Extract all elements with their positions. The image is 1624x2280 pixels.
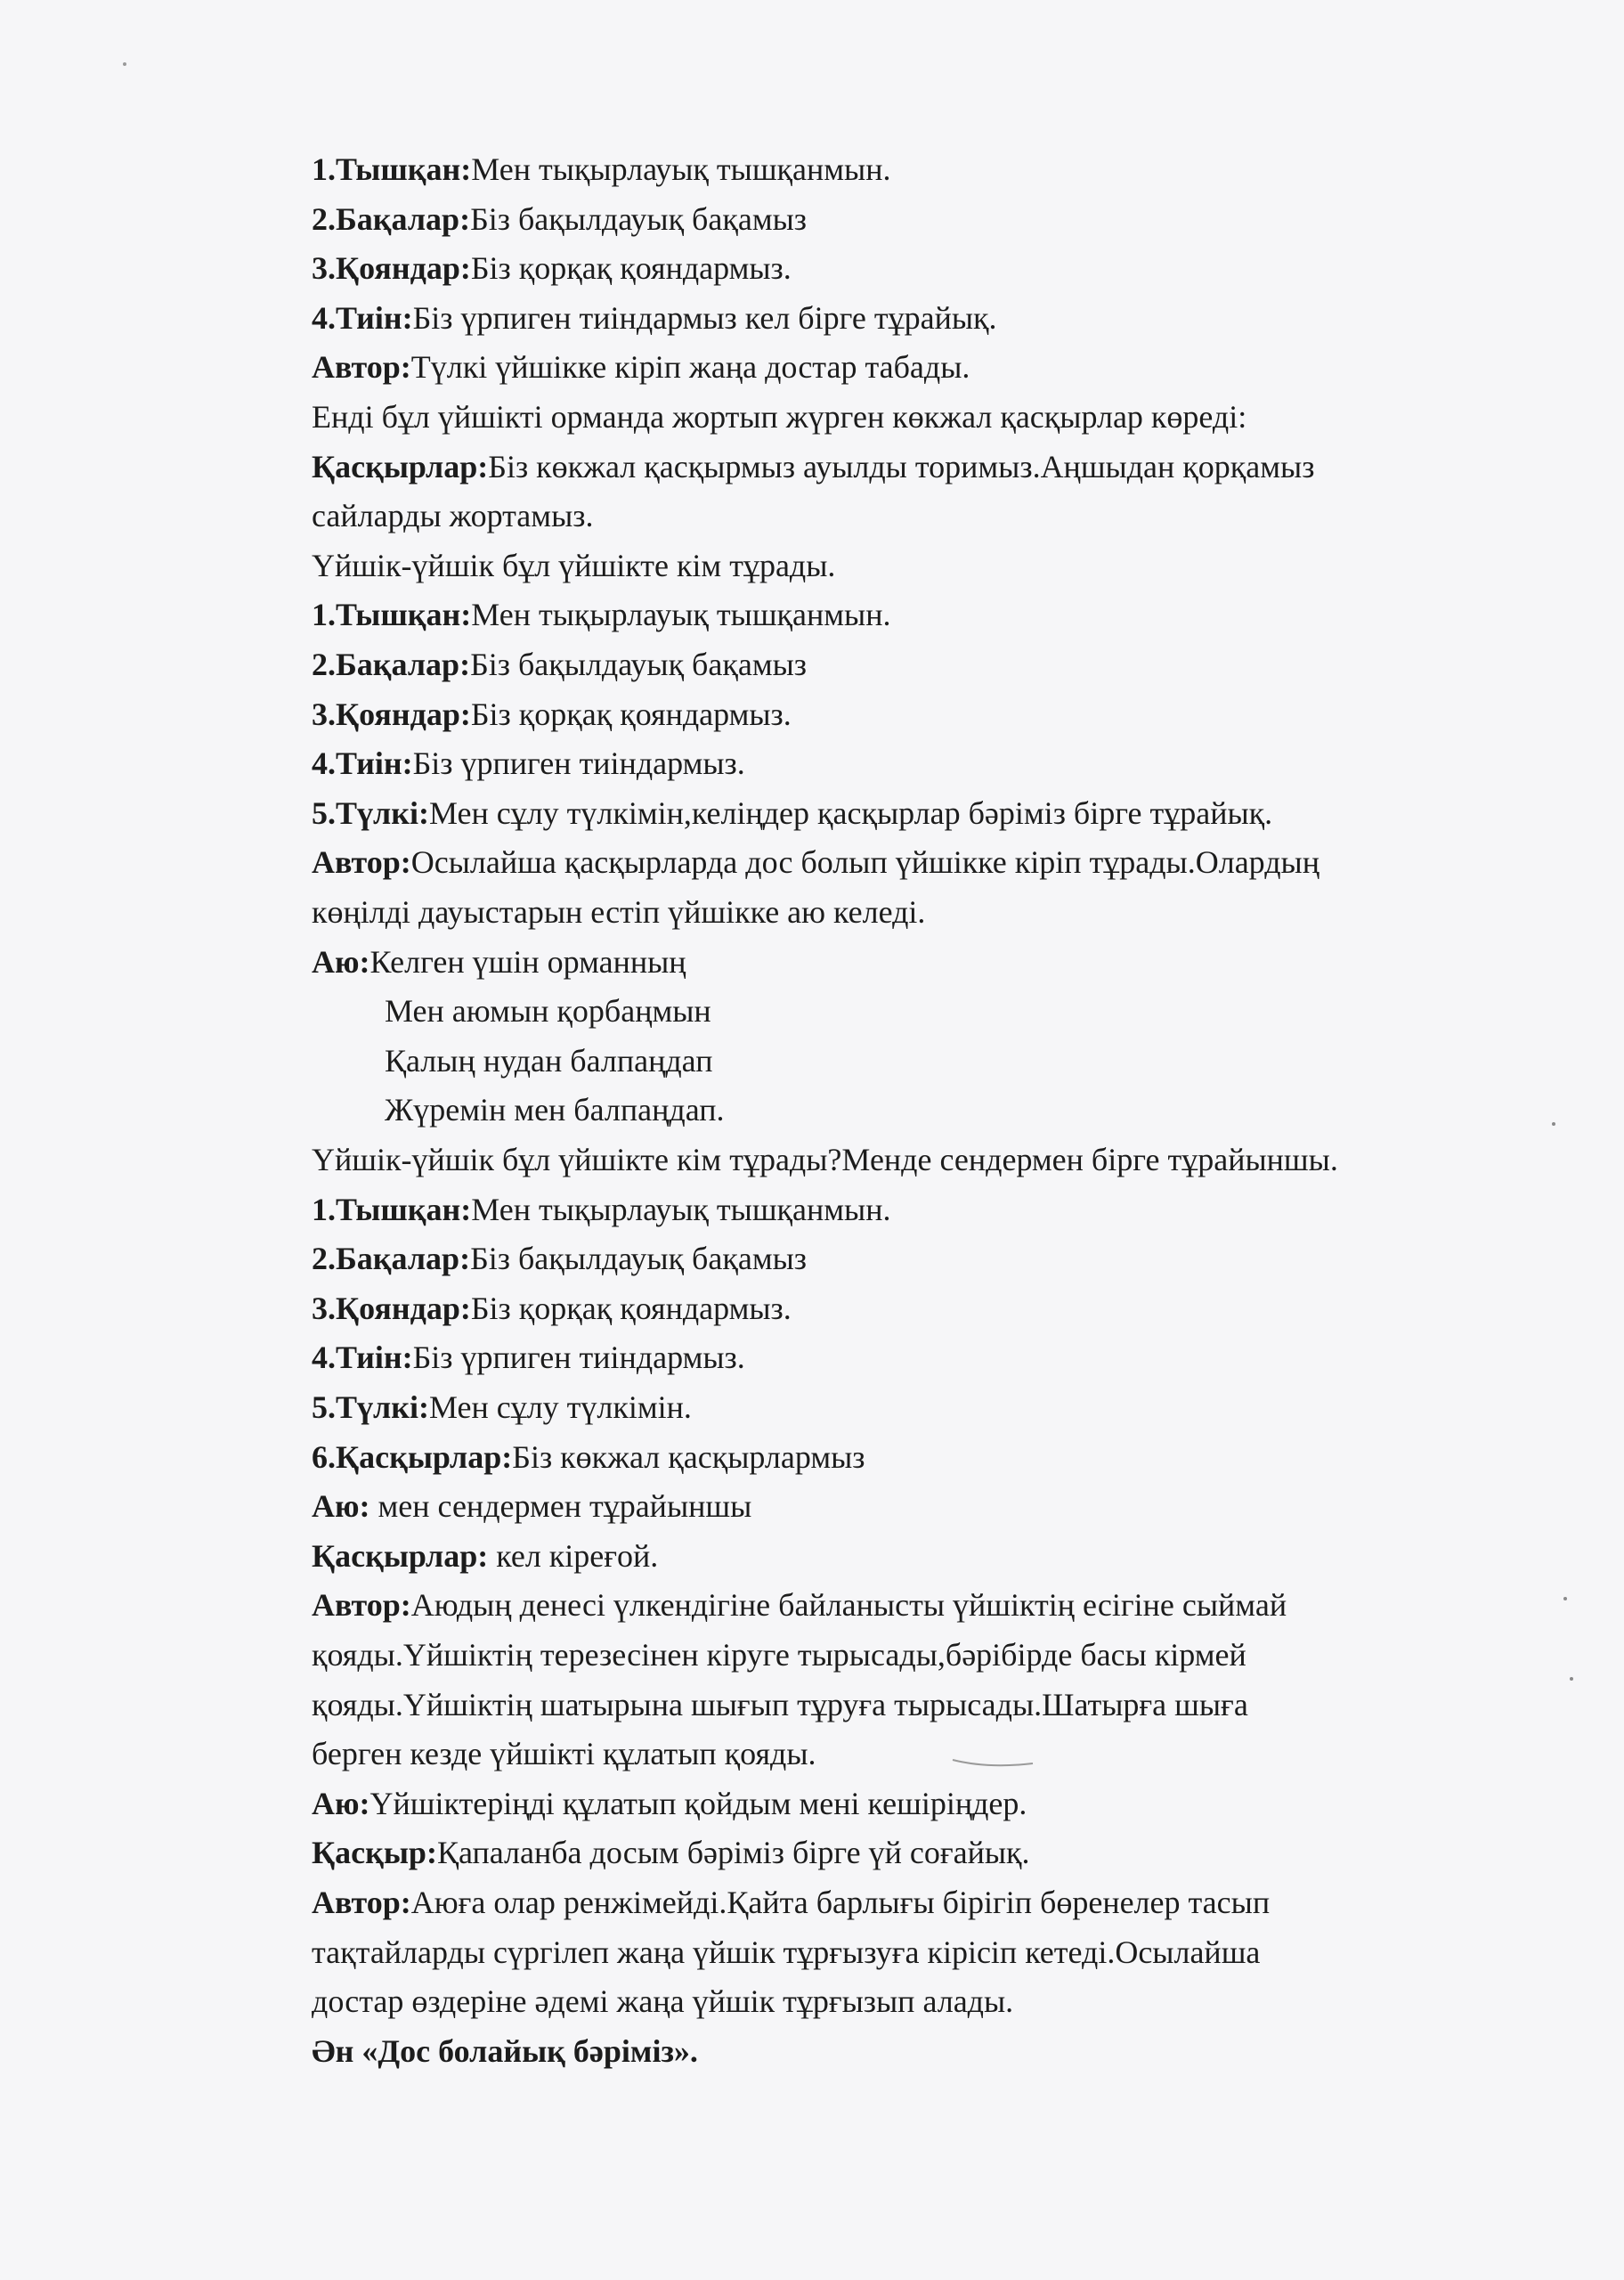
text-line <box>312 1536 658 1576</box>
line-text: мен сендермен тұрайыншы <box>378 1488 752 1525</box>
speaker-label: 2.Бақалар: <box>312 647 471 682</box>
text-line <box>312 1486 751 1526</box>
speaker-label: 4.Тиін: <box>312 745 413 782</box>
line-text: достар өздеріне әдемі жаңа үйшік тұрғызып алады. <box>312 1983 1014 2020</box>
speaker-label: Қасқырлар: <box>312 448 489 484</box>
line-text: көңілді дауыстарын естіп үйшікке аю келеді. <box>312 894 926 930</box>
line-text: Біз қорқақ қояндармыз. <box>470 1290 792 1326</box>
line-text: Біз бақылдауық бақамыз <box>470 1241 808 1277</box>
text-line <box>312 150 891 189</box>
speaker-label: 4.Тиін: <box>312 299 413 336</box>
text-line <box>312 1437 865 1477</box>
text-line <box>385 1041 712 1080</box>
speaker-label: Автор: <box>312 349 411 386</box>
speaker-label: Автор: <box>312 1885 411 1920</box>
scan-speck <box>1570 1677 1573 1681</box>
text-line <box>312 248 792 288</box>
speaker-label: 3.Қояндар: <box>312 696 471 732</box>
line-text: Біз үрпиген тиіндармыз. <box>412 745 745 782</box>
line-text: сайларды жортамыз. <box>312 498 594 534</box>
line-text: Біз қорқақ қояндармыз. <box>470 250 792 287</box>
text-line <box>312 2032 698 2071</box>
text-line <box>312 546 835 585</box>
line-text: Мен сұлу түлкімін. <box>428 1389 692 1425</box>
speaker-label: 1.Тышқан: <box>312 597 472 633</box>
speaker-label: 3.Қояндар: <box>312 1290 471 1326</box>
line-text: Мен тықырлауық тышқанмын. <box>471 597 891 633</box>
line-text: қояды.Үйшіктің терезесінен кіруге тырысады,бәрібірде басы кірмей <box>312 1637 1246 1673</box>
line-text: кел кіреғой. <box>496 1537 659 1574</box>
text-line <box>312 1685 1248 1724</box>
text-line <box>312 1585 1287 1624</box>
line-text: Біз бақылдауық бақамыз <box>470 200 808 237</box>
line-text: Біз көкжал қасқырлармыз <box>512 1438 865 1475</box>
line-text: Үйшік-үйшік бұл үйшікте кім тұрады?Менде сендермен бірге тұрайыншы. <box>312 1142 1338 1177</box>
speaker-label: 6.Қасқырлар: <box>312 1438 513 1475</box>
speaker-label: Ән «Дос болайық бәріміз». <box>312 2032 698 2069</box>
speaker-label: Автор: <box>312 1587 411 1624</box>
text-line <box>312 1635 1246 1674</box>
line-text: тақтайларды сүргілеп жаңа үйшік тұрғызуға кірісіп кетеді.Осылайша <box>312 1934 1261 1970</box>
text-line <box>312 1289 792 1328</box>
text-line <box>312 695 792 734</box>
speaker-label: Аю: <box>312 1488 378 1525</box>
text-line <box>312 1388 692 1427</box>
line-text: қояды.Үйшіктің шатырына шығып тұруға тырысады.Шатырға шыға <box>312 1686 1248 1722</box>
scan-speck <box>1552 1122 1555 1126</box>
line-text: Үйшік-үйшік бұл үйшікте кім тұрады. <box>312 547 836 583</box>
text-line <box>312 1239 807 1278</box>
line-text: Мен сұлу түлкімін,келіңдер қасқырлар бәріміз бірге тұрайық. <box>428 794 1273 831</box>
line-text: Жүремін мен балпаңдап. <box>385 1092 725 1128</box>
text-line <box>312 1734 816 1773</box>
line-text: Біз көкжал қасқырмыз ауылды торимыз.Аңшыдан қорқамыз <box>488 448 1315 484</box>
speaker-label: Автор: <box>312 844 411 881</box>
line-text: Осылайша қасқырларда дос болып үйшікке кіріп тұрады.Олардың <box>410 844 1320 881</box>
text-line <box>312 1338 745 1377</box>
speaker-label: Қасқыр: <box>312 1835 437 1871</box>
speaker-label: 4.Тиін: <box>312 1340 413 1376</box>
line-text: Енді бұл үйшікті орманда жортып жүрген көкжал қасқырлар көреді: <box>312 399 1247 435</box>
line-text: Түлкі үйшікке кіріп жаңа достар табады. <box>410 349 970 386</box>
text-line <box>312 1784 1027 1823</box>
text-line <box>312 1982 1013 2021</box>
speaker-label: 2.Бақалар: <box>312 200 471 237</box>
text-line <box>312 794 1272 833</box>
speaker-label: Қасқырлар: <box>312 1537 497 1574</box>
speaker-label: 2.Бақалар: <box>312 1241 471 1277</box>
text-line <box>312 942 686 981</box>
scan-mark <box>953 1760 1033 1765</box>
text-line <box>312 298 997 338</box>
text-line <box>312 843 1320 882</box>
text-line <box>312 447 1314 486</box>
text-line <box>312 1933 1260 1972</box>
line-text: берген кезде үйшікті құлатып қояды. <box>312 1736 816 1772</box>
text-line <box>312 397 1246 436</box>
line-text: Мен тықырлауық тышқанмын. <box>471 151 891 187</box>
speaker-label: Аю: <box>312 943 370 980</box>
text-line <box>312 645 807 684</box>
text-line <box>312 1883 1270 1922</box>
line-text: Аюға олар ренжімейді.Қайта барлығы бірігіп бөренелер тасып <box>410 1885 1271 1920</box>
text-line <box>312 496 593 535</box>
speaker-label: 1.Тышқан: <box>312 1191 472 1227</box>
text-line <box>385 991 711 1030</box>
text-line <box>312 1833 1030 1872</box>
speaker-label: 5.Түлкі: <box>312 1389 429 1425</box>
line-text: Келген үшін орманның <box>369 943 686 980</box>
line-text: Үйшіктеріңді құлатып қойдым мені кешіріңдер. <box>369 1785 1027 1821</box>
text-line <box>312 744 745 783</box>
scan-speck <box>1563 1597 1567 1600</box>
text-line <box>312 347 970 387</box>
line-text: Қалың нудан балпаңдап <box>385 1042 713 1079</box>
speaker-label: 1.Тышқан: <box>312 151 472 187</box>
line-text: Біз қорқақ қояндармыз. <box>470 696 792 732</box>
line-text: Біз үрпиген тиіндармыз кел бірге тұрайық. <box>412 299 997 336</box>
line-text: Біз үрпиген тиіндармыз. <box>412 1340 745 1376</box>
text-line <box>312 595 891 634</box>
text-line <box>312 1190 891 1229</box>
text-line <box>312 1140 1338 1179</box>
line-text: Біз бақылдауық бақамыз <box>470 647 808 682</box>
text-line <box>385 1090 724 1129</box>
line-text: Қапаланба досым бәріміз бірге үй соғайық. <box>436 1835 1030 1871</box>
text-line <box>312 200 807 239</box>
scan-speck <box>123 62 126 66</box>
speaker-label: 3.Қояндар: <box>312 250 471 287</box>
text-line <box>312 892 925 932</box>
speaker-label: 5.Түлкі: <box>312 794 429 831</box>
line-text: Мен аюмын қорбаңмын <box>385 993 711 1030</box>
line-text: Мен тықырлауық тышқанмын. <box>471 1191 891 1227</box>
line-text: Аюдың денесі үлкендігіне байланысты үйшіктің есігіне сыймай <box>410 1587 1287 1624</box>
speaker-label: Аю: <box>312 1785 370 1821</box>
